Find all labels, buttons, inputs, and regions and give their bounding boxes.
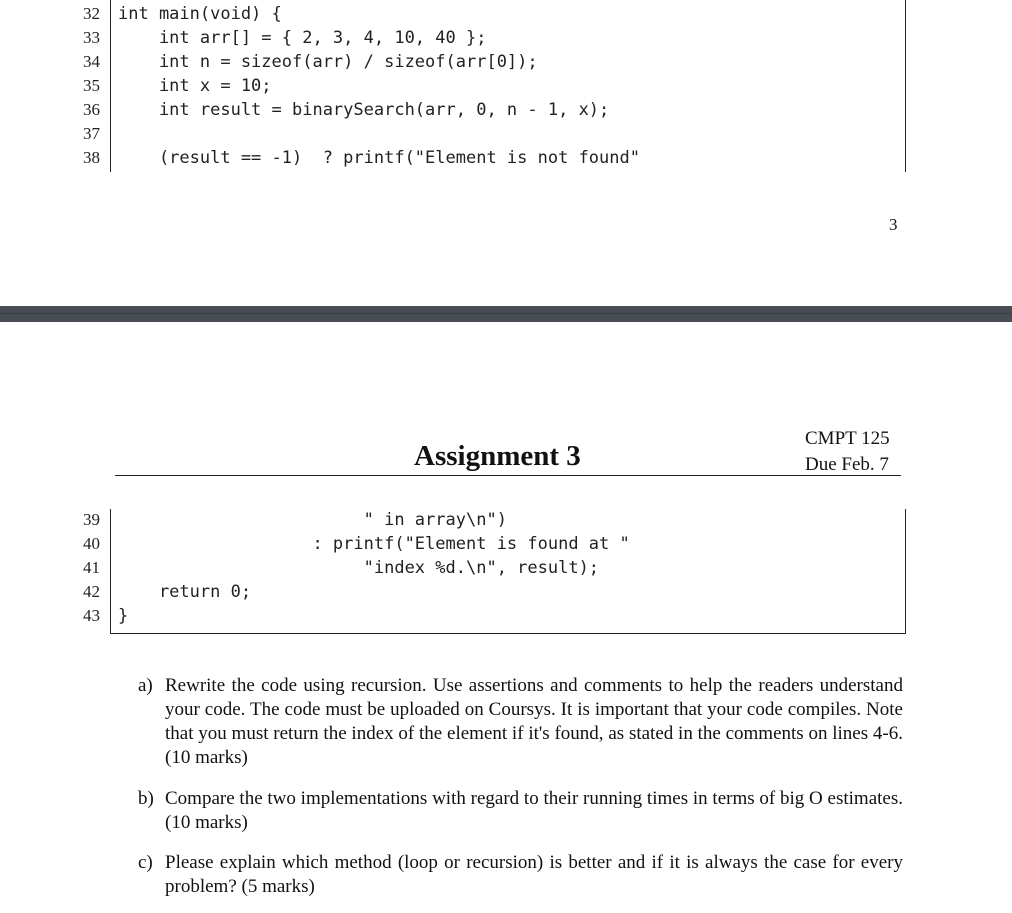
question-label: a) — [138, 675, 153, 696]
gutter-line — [110, 0, 111, 172]
page-separator — [0, 306, 1012, 322]
question-c — [138, 851, 903, 899]
line-number: 36 — [83, 100, 100, 119]
line-number: 34 — [83, 52, 100, 71]
course-info — [805, 426, 890, 478]
line-number: 39 — [83, 510, 100, 529]
line-number: 42 — [83, 582, 100, 601]
line-number: 35 — [83, 76, 100, 95]
frame-bottom-line — [110, 633, 906, 634]
due-date: Due Feb. 7 — [805, 454, 889, 475]
page-number: 3 — [889, 215, 898, 234]
question-label: c) — [138, 852, 153, 873]
code-line: return 0; — [118, 582, 252, 602]
code-line: (result == -1) ? printf("Element is not found" — [118, 148, 640, 168]
question-text: Please explain which method (loop or recursion) is better and if it is always the case for every problem? (5 marks) — [165, 852, 903, 897]
code-line: int arr[] = { 2, 3, 4, 10, 40 }; — [118, 28, 487, 48]
line-number: 43 — [83, 606, 100, 625]
frame-right-line — [905, 0, 906, 172]
question-a — [138, 674, 903, 770]
line-number: 33 — [83, 28, 100, 47]
line-number: 32 — [83, 4, 100, 23]
page-title: Assignment 3 — [414, 440, 581, 472]
code-line: int main(void) { — [118, 4, 282, 24]
code-line: " in array\n") — [118, 510, 507, 530]
line-number: 40 — [83, 534, 100, 553]
question-b — [138, 787, 903, 835]
frame-right-line — [905, 509, 906, 633]
header-rule — [115, 475, 901, 476]
question-text: Rewrite the code using recursion. Use assertions and comments to help the readers understand your code. The code must be uploaded on Coursys. It is important that your code compiles. Note that you must return the index of the element if it's found, as stated in the comments on lines 4-6. (10 marks) — [165, 675, 903, 768]
code-line: int x = 10; — [118, 76, 272, 96]
code-line: int result = binarySearch(arr, 0, n - 1, x); — [118, 100, 610, 120]
question-label: b) — [138, 788, 154, 809]
line-number: 38 — [83, 148, 100, 167]
line-number: 41 — [83, 558, 100, 577]
question-text: Compare the two implementations with regard to their running times in terms of big O estimates. (10 marks) — [165, 788, 903, 833]
code-line: : printf("Element is found at " — [118, 534, 630, 554]
line-number: 37 — [83, 124, 100, 143]
course-code: CMPT 125 — [805, 428, 890, 449]
code-line: "index %d.\n", result); — [118, 558, 600, 578]
code-line: } — [118, 606, 129, 626]
gutter-line — [110, 509, 111, 633]
code-line: int n = sizeof(arr) / sizeof(arr[0]); — [118, 52, 538, 72]
